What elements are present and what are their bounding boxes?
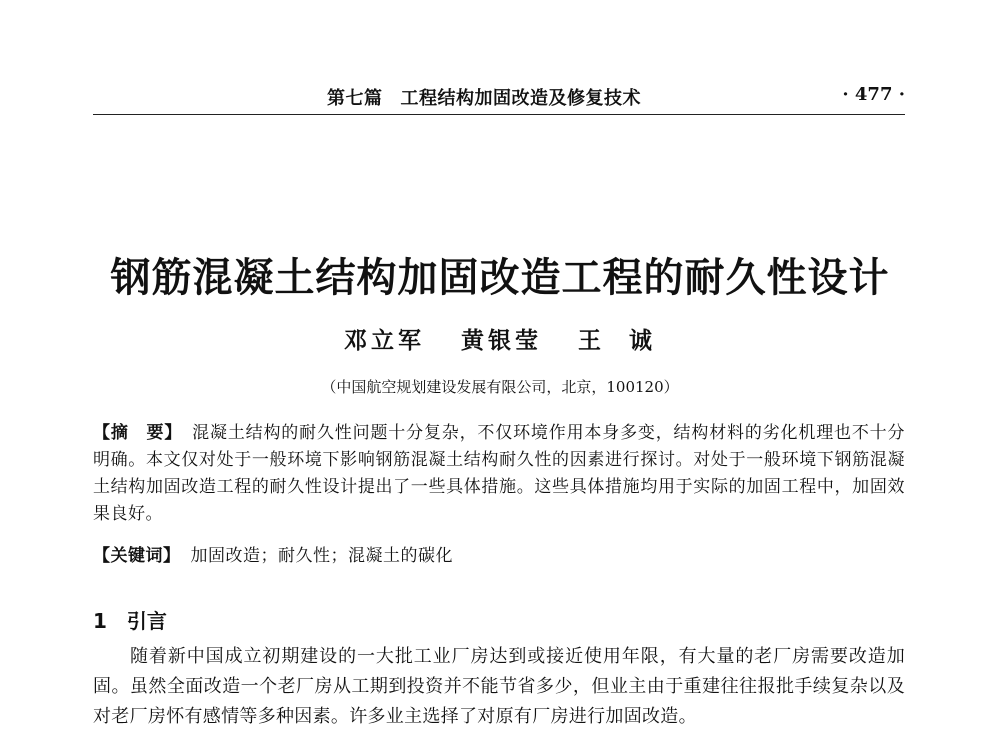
abstract-text: 混凝土结构的耐久性问题十分复杂，不仅环境作用本身多变，结构材料的劣化机理也不十分明确。本文仅对处于一般环境下影响钢筋混凝土结构耐久性的因素进行探讨。对处于一般环境下钢筋混凝土结构加固改造工程的耐久性设计提出了一些具体措施。这些具体措施均用于实际的加固工程中，加固效果良好。 [93, 423, 906, 524]
abstract-label: 【摘 要】 [93, 423, 183, 443]
paper-title: 钢筋混凝土结构加固改造工程的耐久性设计 [110, 254, 890, 301]
paper-authors: 邓立军 黄银莹 王 诚 [343, 327, 657, 354]
section-number: 1 [93, 609, 107, 633]
header-rule [93, 114, 905, 115]
running-header-title [327, 84, 641, 110]
section-part: 第七篇 [327, 88, 383, 109]
running-header [93, 84, 905, 116]
keywords-text: 加固改造；耐久性；混凝土的碳化 [190, 546, 453, 566]
section-name: 工程结构加固改造及修复技术 [400, 88, 641, 109]
section-title: 引言 [126, 609, 167, 633]
page-number: · 477 · [842, 84, 905, 105]
abstract [93, 420, 905, 528]
paper-affiliation: （中国航空规划建设发展有限公司，北京，100120） [321, 378, 679, 396]
keywords [93, 543, 905, 570]
keywords-label: 【关键词】 [93, 546, 181, 566]
section-body-paragraph: 随着新中国成立初期建设的一大批工业厂房达到或接近使用年限，有大量的老厂房需要改造加固。虽然全面改造一个老厂房从工期到投资并不能节省多少，但业主由于重建往往报批手续复杂以及对老厂房怀有感情等多种因素。许多业主选择了对原有厂房进行加固改造。 [93, 646, 905, 727]
section-heading [93, 605, 167, 634]
